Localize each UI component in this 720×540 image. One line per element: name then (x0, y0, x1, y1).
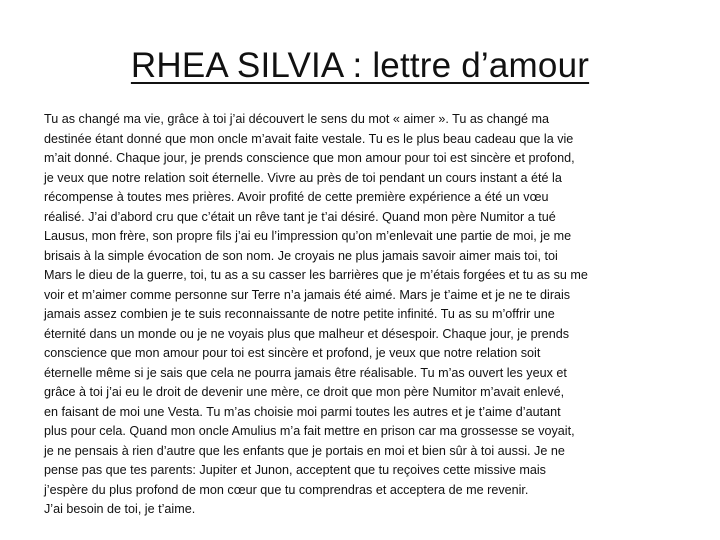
letter-line: Tu as changé ma vie, grâce à toi j’ai découvert le sens du mot « aimer ». Tu as changé ma (44, 112, 549, 126)
letter-line: en faisant de moi une Vesta. Tu m’as choisie moi parmi toutes les autres et je t’aime d’autant (44, 404, 561, 419)
letter-body (44, 110, 678, 520)
letter-line: éternelle même si je sais que cela ne pourra jamais être réalisable. Tu m’as ouvert les yeux et (44, 365, 567, 380)
letter-line: J’ai besoin de toi, je t’aime. (44, 502, 196, 516)
letter-line: brisais à la simple évocation de son nom. Je croyais ne plus jamais savoir aimer mais toi, toi (44, 248, 558, 263)
letter-line: destinée étant donné que mon oncle m’avait faite vestale. Tu es le plus beau cadeau que la vie (44, 131, 574, 146)
letter-line: pense pas que tes parents: Jupiter et Junon, acceptent que tu reçoives cette missive mais (44, 463, 546, 477)
letter-line: j’espère du plus profond de mon cœur que tu comprendras et acceptera de me revenir. (44, 482, 529, 497)
letter-line: Mars le dieu de la guerre, toi, tu as a su casser les barrières que je m’étais forgées et tu as su me (44, 268, 588, 282)
letter-line: grâce à toi j’ai eu le droit de devenir une mère, ce droit que mon père Numitor m’avait enlevé, (44, 385, 565, 399)
letter-line: je veux que notre relation soit éternelle. Vivre au près de toi pendant un cours instant a été la (44, 170, 562, 185)
letter-line: réalisé. J’ai d’abord cru que c’était un rêve tant je t’ai désiré. Quand mon père Numitor a tué (44, 209, 556, 224)
letter-line: Lausus, mon frère, son propre fils j’ai eu l’impression qu’on m’enlevait une partie de moi, je me (44, 229, 572, 243)
letter-line: récompense à toutes mes prières. Avoir profité de cette première expérience a été un vœu (44, 190, 549, 204)
letter-line: m’ait donné. Chaque jour, je prends conscience que mon amour pour toi est sincère et profond, (44, 151, 575, 165)
slide-title: RHEA SILVIA : lettre d’amour (130, 46, 590, 85)
letter-line: conscience que mon amour pour toi est sincère et profond, je veux que notre relation soit (44, 346, 541, 360)
letter-line: voir et m’aimer comme personne sur Terre n’a jamais été aimé. Mars je t’aime et je ne te dirais (44, 287, 571, 302)
letter-line: plus pour cela. Quand mon oncle Amulius m’a fait mettre en prison car ma grossesse se voyait, (44, 424, 575, 438)
letter-line: éternité dans un monde ou je ne voyais plus que malheur et désespoir. Chaque jour, je prends (44, 326, 570, 341)
letter-line: je ne pensais à rien d’autre que les enfants que je portais en moi et bien sûr à toi aussi. Je ne (44, 443, 565, 458)
letter-line: jamais assez combien je te suis reconnaissante de notre petite infinité. Tu as su m’offrir une (44, 307, 555, 321)
